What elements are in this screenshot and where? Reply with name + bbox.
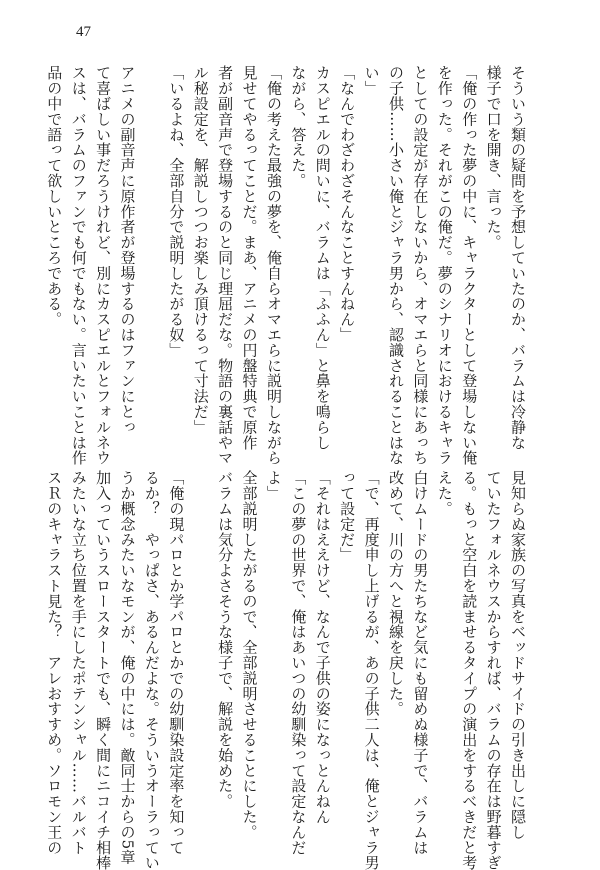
text-line: 「それはええけど、なんで子供の姿になっとんねん [313, 470, 332, 825]
text-line: 「いるよね、全部自分で説明したがる奴」 [167, 65, 186, 358]
text-line: って設定だ」 [338, 470, 357, 563]
text-line: 「で、再度申し上げるが、あの子供二人は、俺とジャラ男 [362, 470, 381, 870]
text-line: スＲのキャラスト見た？ アレおすすめ。ソロモン王の [45, 470, 64, 855]
text-line: 白けムードの男たちなど気にも留めぬ様子で、バラムは [411, 470, 430, 855]
text-line: て喜ばしい事だろうけれど、別にカスピエルとフォルネウ [94, 65, 113, 466]
text-line: 見せてやるってことだ。まあ、アニメの円盤特典で原作 [240, 65, 259, 450]
scene-break [140, 65, 164, 450]
text-line: の子供……小さい俺とジャラ男から、認識されることはな [386, 65, 405, 466]
text-line: 改めて、川の方へと視線を戻した。 [386, 470, 405, 717]
text-line: 「俺の現パロとか学パロとかでの幼馴染設定率を知って [167, 470, 186, 855]
page-number: 47 [76, 24, 91, 40]
text-line: 「俺の作った夢の中に、キャラクターとして登場しない俺 [460, 65, 479, 466]
text-line: 「俺の考えた最強の夢を、俺自らオマエらに説明しながら [264, 65, 283, 466]
text-line: を作った。それがこの俺だ。夢のシナリオにおけるキャラ [435, 65, 454, 466]
text-line: ながら、答えた。 [289, 65, 308, 189]
upper-text-block [45, 65, 530, 466]
text-line: 様子で口を開き、言った。 [484, 65, 503, 250]
text-line: みたいな立ち位置を手にしたポテンシャル……バルバト [69, 470, 88, 855]
text-line: い」 [362, 65, 381, 96]
text-line: 見知らぬ家族の写真をベッドサイドの引き出しに隠し [509, 470, 527, 840]
text-line: よ」 [264, 470, 283, 501]
text-line: アニメの副音声に原作者が登場するのはファンにとっ [118, 65, 137, 435]
text-line: ていたフォルネウスからすれば、バラムの存在は野暮すぎ [484, 470, 503, 870]
text-line: えた。 [435, 470, 454, 517]
text-line: バラムは気分よさそうな様子で、解説を始めた。 [216, 470, 235, 809]
text-line: るか？ やっぱさ、あるんだよな。そういうオーラってい [142, 470, 161, 870]
text-line: ル秘設定を、解説しつつお楽しみ頂けるって寸法だ」 [191, 65, 210, 435]
text-line: 全部説明したがるので、全部説明させることにした。 [240, 470, 259, 840]
text-line: スは、バラムのファンでも何でもない。言いたいことは作 [69, 65, 88, 466]
scene-break [188, 470, 212, 805]
text-line: 者が副音声で登場するのと同じ理屈だな。物語の裏話やマ [216, 65, 235, 466]
text-line: カスピエルの問いに、バラムは「ふふん」と鼻を鳴らし [313, 65, 332, 450]
text-line: 「なんでわざわざそんなことすんねん」 [338, 65, 357, 343]
text-line: る。もっと空白を読ませるタイプの演出をするべきだと考 [460, 470, 479, 870]
text-line: としての設定が存在しないから、オマエらと同様にあっち [411, 65, 430, 466]
text-line: 加入っていうスロースタートでも、瞬く間にニコイチ相棒 [94, 470, 113, 870]
text-line: うか概念みたいなモンが、俺の中には。敵同士からの5章 [118, 470, 137, 865]
text-line: 「この夢の世界で、俺はあいつの幼馴染って設定なんだ [289, 470, 308, 855]
lower-text-block [45, 470, 530, 870]
text-line: 品の中で語って欲しいところである。 [45, 65, 64, 327]
text-line: そういう類の疑問を予想していたのか、バラムは冷静な [509, 65, 527, 450]
